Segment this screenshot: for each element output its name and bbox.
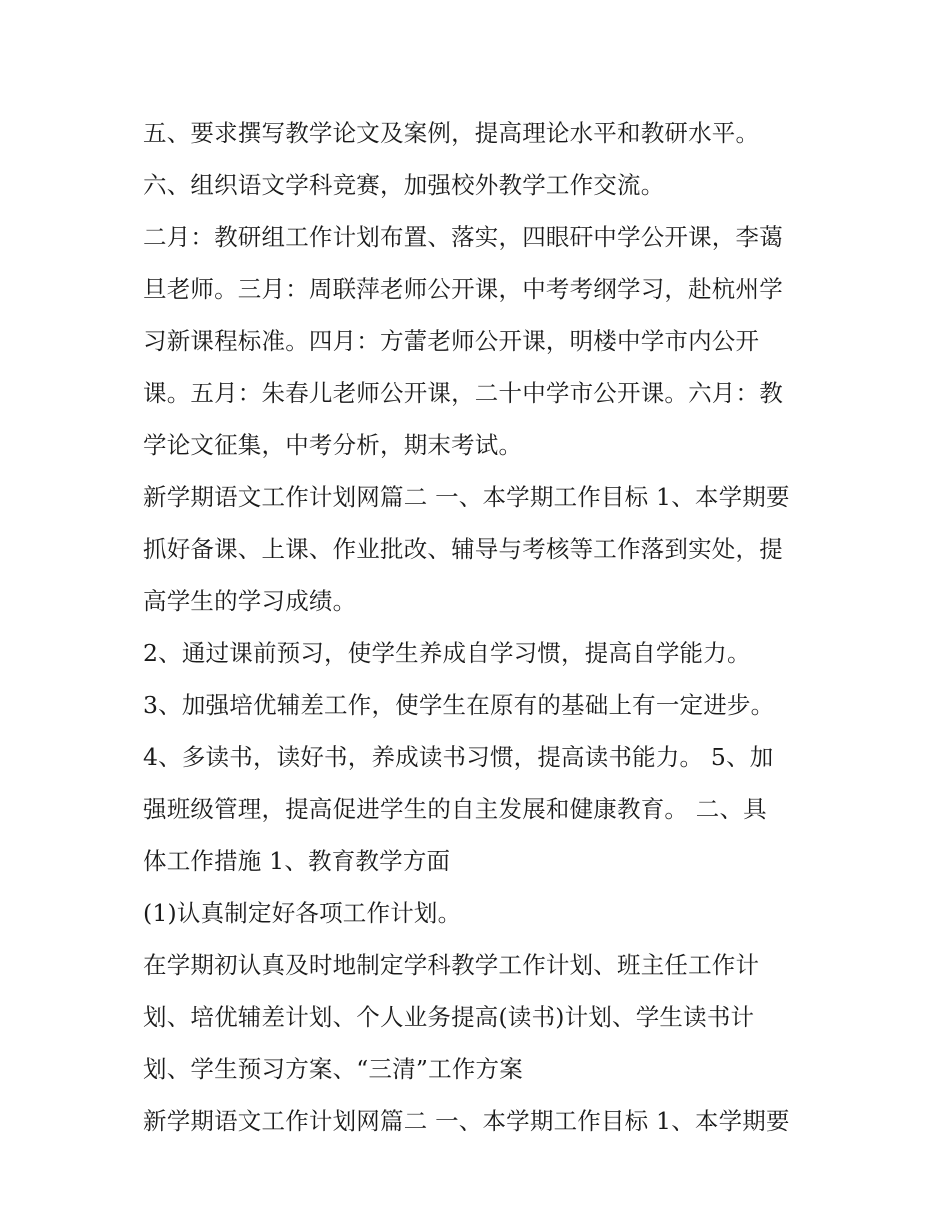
text-line: 二月：教研组工作计划布置、落实，四眼矸中学公开课，李蔼 xyxy=(143,223,783,251)
text-line: 划、学生预习方案、“三清”工作方案 xyxy=(143,1055,523,1083)
text-line: 4、多读书，读好书，养成读书习惯，提高读书能力。 5、加 xyxy=(143,743,774,771)
text-line: 3、加强培优辅差工作，使学生在原有的基础上有一定进步。 xyxy=(143,691,775,719)
text-line: 2、通过课前预习，使学生养成自学习惯，提高自学能力。 xyxy=(143,639,751,667)
text-line: 习新课程标准。四月：方蕾老师公开课，明楼中学市内公开 xyxy=(143,327,760,355)
text-line: 课。五月：朱春儿老师公开课，二十中学市公开课。六月：教 xyxy=(143,379,783,407)
text-line: 六、组织语文学科竞赛，加强校外教学工作交流。 xyxy=(143,171,665,199)
text-line: 体工作措施 1、教育教学方面 xyxy=(143,847,451,875)
text-line: 新学期语文工作计划网篇二 一、本学期工作目标 1、本学期要 xyxy=(143,483,790,511)
text-line: 划、培优辅差计划、个人业务提高(读书)计划、学生读书计 xyxy=(143,1003,755,1031)
text-line: 五、要求撰写教学论文及案例，提高理论水平和教研水平。 xyxy=(143,119,760,147)
text-line: 抓好备课、上课、作业批改、辅导与考核等工作落到实处，提 xyxy=(143,535,783,563)
text-line: 在学期初认真及时地制定学科教学工作计划、班主任工作计 xyxy=(143,951,760,979)
text-line: 高学生的学习成绩。 xyxy=(143,587,357,615)
text-line: (1)认真制定好各项工作计划。 xyxy=(143,899,462,927)
text-line: 强班级管理，提高促进学生的自主发展和健康教育。 二、具 xyxy=(143,795,767,823)
text-line: 新学期语文工作计划网篇二 一、本学期工作目标 1、本学期要 xyxy=(143,1107,790,1135)
text-line: 旦老师。三月：周联萍老师公开课，中考考纲学习，赴杭州学 xyxy=(143,275,783,303)
document-body xyxy=(143,107,815,1147)
text-line: 学论文征集，中考分析，期末考试。 xyxy=(143,431,523,459)
